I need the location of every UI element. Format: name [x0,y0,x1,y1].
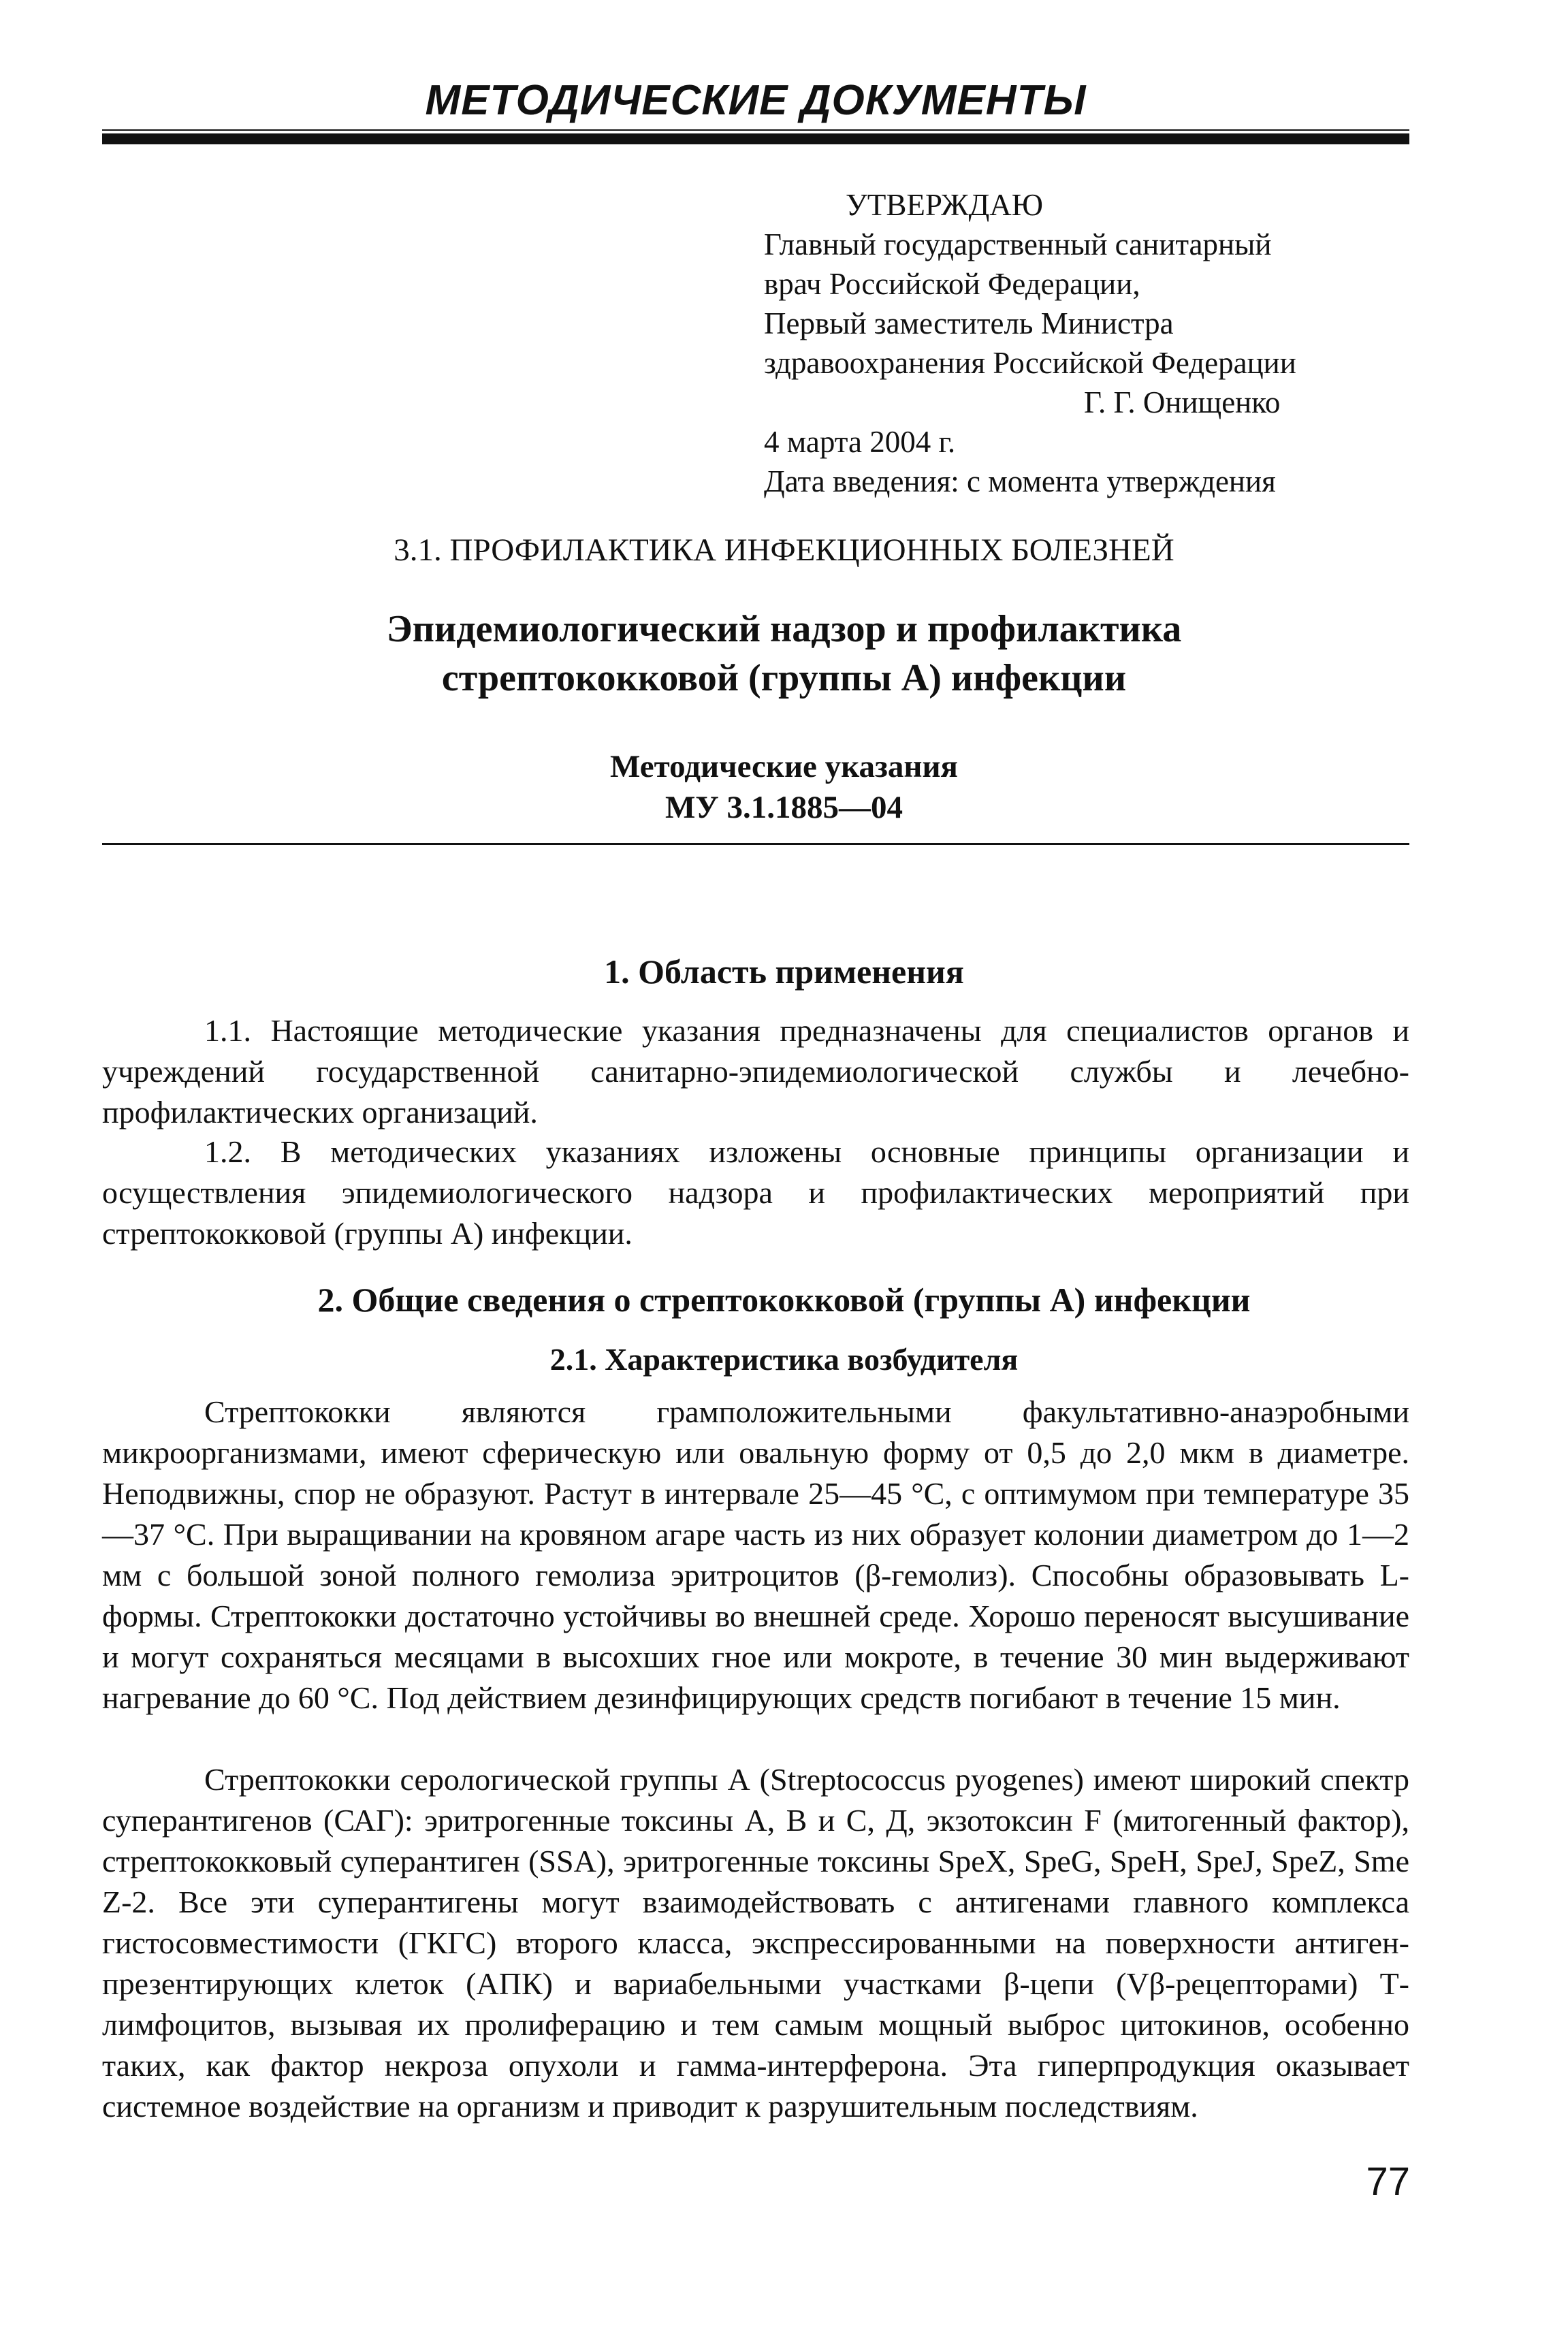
document-title-line: Эпидемиологический надзор и профилактика [386,608,1182,650]
approval-date: 4 марта 2004 г. [764,425,956,459]
section-heading: 2. Общие сведения о стрептококковой (группы А) инфекции [317,1281,1251,1319]
header-rule-thin [102,129,1409,131]
document-number: МУ 3.1.1885—04 [665,790,903,825]
approval-title: УТВЕРЖДАЮ [846,188,1044,222]
approval-signer: Г. Г. Онищенко [1084,385,1281,419]
paragraph: Стрептококки серологической группы А (Streptococcus pyogenes) имеют широкий спектр суперантигенов (САГ): эритрогенные токсины А, В и С, Д, экзотоксин F (митогенный фактор), стрептококковый суперантиген (SSA), эритрогенные токсины SpeX, SpeG, SpeH, SpeJ, SpeZ, Sme Z-2. Все эти суперантигены могут взаимодействовать с антигенами главного комплекса гистосовместимости (ГКГС) второго класса, экспрессированными на поверхности антиген-презентирующих клеток (АПК) и вариабельными участками β-цепи (Vβ-рецепторами) Т-лимфоцитов, вызывая их пролиферацию и тем самым мощный выброс цитокинов, особенно таких, как фактор некроза опухоли и гамма-интерферона. Эта гиперпродукция оказывает системное воздействие на организм и приводит к разрушительным последствиям. [102,1762,1409,2124]
approval-position-line: Первый заместитель Министра [764,306,1174,340]
section-code: 3.1. ПРОФИЛАКТИКА ИНФЕКЦИОННЫХ БОЛЕЗНЕЙ [394,532,1174,568]
subsection-heading: 2.1. Характеристика возбудителя [549,1342,1019,1377]
approval-block [764,185,1363,501]
running-header: МЕТОДИЧЕСКИЕ ДОКУМЕНТЫ [425,77,1087,124]
paragraph: Стрептококки являются грамположительными факультативно-анаэробными микроорганизмами, имеют сферическую или овальную форму от 0,5 до 2,0 мкм в диаметре. Неподвижны, спор не образуют. Растут в интервале 25—45 °С, с оптимумом при температуре 35—37 °С. При выращивании на кровяном агаре часть из них образует колонии диаметром до 1—2 мм с большой зоной полного гемолиза эритроцитов (β-гемолиз). Способны образовывать L-формы. Стрептококки достаточно устойчивы во внешней среде. Хорошо переносят высушивание и могут сохраняться месяцами в высохших гное или мокроте, в течение 30 мин выдерживают нагревание до 60 °С. Под действием дезинфицирующих средств погибают в течение 15 мин. [102,1394,1409,1715]
approval-position-line: врач Российской Федерации, [764,267,1140,301]
approval-effective-date: Дата введения: с момента утверждения [764,464,1276,498]
section-heading: 1. Область применения [604,952,964,991]
document-title [0,605,1568,703]
approval-position-line: здравоохранения Российской Федерации [764,346,1296,380]
header-rule [102,133,1409,144]
approval-position-line: Главный государственный санитарный [764,227,1272,261]
page-number: 77 [1366,2160,1410,2204]
paragraph: 1.1. Настоящие методические указания предназначены для специалистов органов и учреждений государственной санитарно-эпидемиологической службы и лечебно-профилактических организаций. [102,1013,1409,1130]
document-subtitle [0,746,1568,828]
paragraph: 1.2. В методических указаниях изложены основные принципы организации и осуществления эпидемиологического надзора и профилактических мероприятий при стрептококковой (группы А) инфекции. [102,1134,1409,1251]
title-rule [102,843,1409,845]
document-title-line: стрептококковой (группы А) инфекции [441,657,1127,699]
document-type: Методические указания [610,749,958,784]
